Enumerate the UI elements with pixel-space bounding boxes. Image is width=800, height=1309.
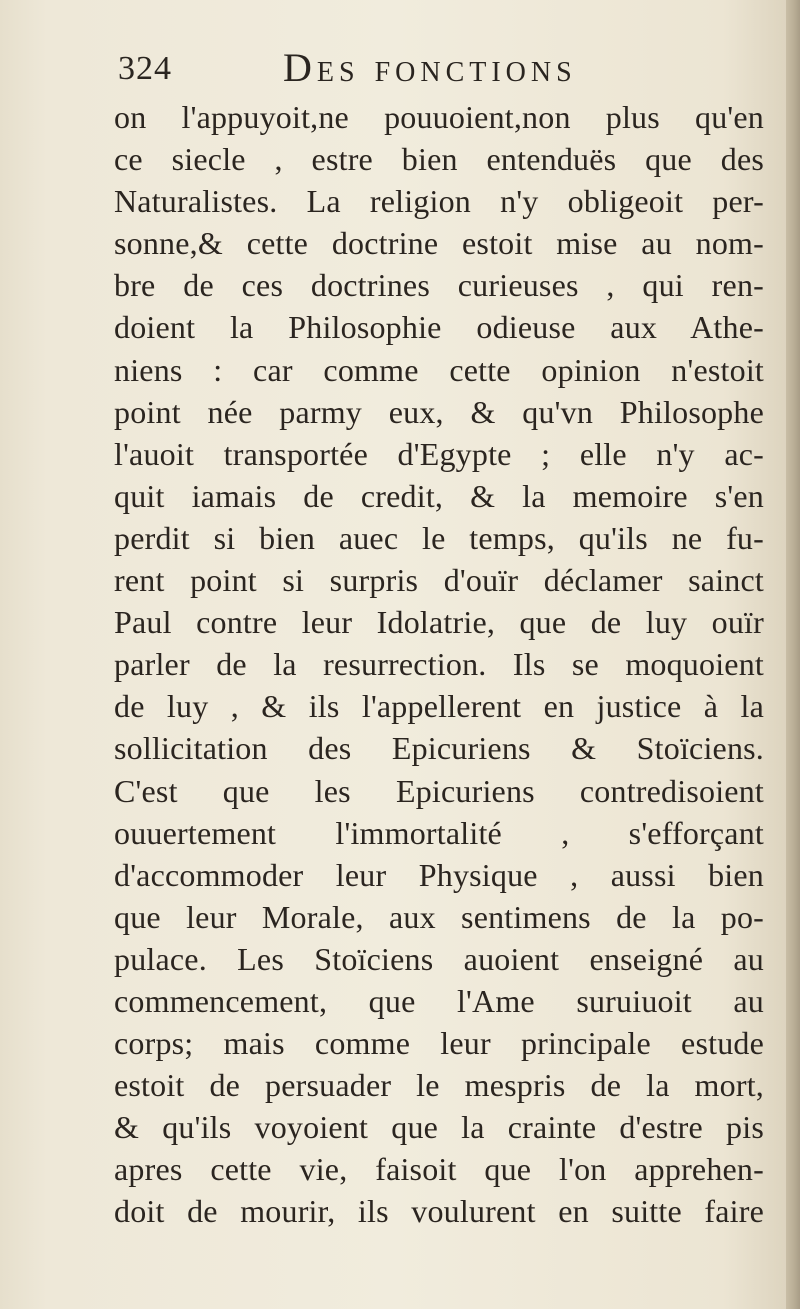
text-line: parler de la resurrection. Ils se moquoient [114,646,764,683]
text-line: ouuertement l'immortalité , s'efforçant [114,814,764,851]
text-line: C'est que les Epicuriens contredisoient [114,772,764,809]
text-line: sonne,& cette doctrine estoit mise au nom- [114,225,764,262]
text-line: ce siecle , estre bien entenduës que des [114,141,764,178]
text-line: sollicitation des Epicuriens & Stoïciens. [114,730,764,767]
page-edge [786,0,800,1309]
text-line: point née parmy eux, & qu'vn Philosophe [114,393,764,430]
page-header [118,40,758,90]
text-line: pulace. Les Stoïciens auoient enseigné au [114,940,764,977]
text-line: & qu'ils voyoient que la crainte d'estre pis [114,1109,764,1146]
text-line: rent point si surpris d'ouïr déclamer sainct [114,562,764,599]
text-line: que leur Morale, aux sentimens de la po- [114,898,764,935]
text-line: doient la Philosophie odieuse aux Athe- [114,309,764,346]
text-line: de luy , & ils l'appellerent en justice à la [114,688,764,725]
text-line: Paul contre leur Idolatrie, que de luy ouïr [114,604,764,641]
body-text [114,96,764,1233]
text-line: Naturalistes. La religion n'y obligeoit per- [114,183,764,220]
text-line: commencement, que l'Ame suruiuoit au [114,982,764,1019]
text-line: apres cette vie, faisoit que l'on apprehen- [114,1151,764,1188]
text-line: estoit de persuader le mespris de la mort, [114,1067,764,1104]
running-title: Des fonctions [283,45,577,90]
text-line: d'accommoder leur Physique , aussi bien [114,856,764,893]
text-line: on l'appuyoit,ne pouuoient,non plus qu'en [114,99,764,135]
text-line: bre de ces doctrines curieuses , qui ren- [114,267,764,304]
page-number: 324 [118,50,172,87]
text-line: doit de mourir, ils voulurent en suitte faire [114,1193,764,1230]
text-line: l'auoit transportée d'Egypte ; elle n'y ac- [114,435,764,472]
text-line: perdit si bien auec le temps, qu'ils ne fu- [114,519,764,556]
text-line: niens : car comme cette opinion n'estoit [114,351,764,388]
text-line: corps; mais comme leur principale estude [114,1025,764,1062]
text-line: quit iamais de credit, & la memoire s'en [114,477,764,514]
